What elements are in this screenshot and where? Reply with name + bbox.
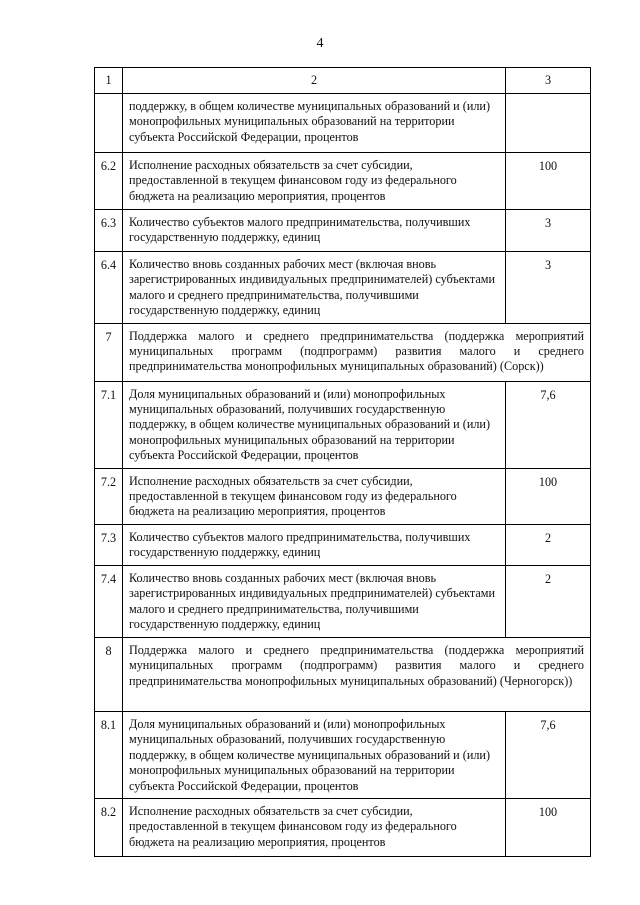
row-text: Исполнение расходных обязательств за счет субсидии, предоставленной в текущем финансовом году из федерального бюджета на реализацию мероприятия, процентов bbox=[123, 468, 506, 524]
table-row bbox=[95, 210, 591, 252]
row-text: Количество субъектов малого предпринимательства, получивших государственную поддержку, единиц bbox=[123, 524, 506, 565]
table-row bbox=[95, 153, 591, 210]
row-value: 100 bbox=[506, 798, 591, 856]
table-header-row bbox=[95, 68, 591, 94]
row-text: Количество субъектов малого предпринимательства, получивших государственную поддержку, единиц bbox=[123, 210, 506, 252]
row-value bbox=[506, 94, 591, 153]
row-text: Доля муниципальных образований и (или) монопрофильных муниципальных образований, получивших государственную поддержку, в общем количестве муниципальных образований и (или) монопрофильных муниципальных образований на территории субъекта Российской Федерации, процентов bbox=[123, 381, 506, 468]
row-value: 100 bbox=[506, 468, 591, 524]
header-col-2: 2 bbox=[123, 68, 506, 94]
row-text: поддержку, в общем количестве муниципальных образований и (или) монопрофильных муниципальных образований на территории субъекта Российской Федерации, процентов bbox=[123, 94, 506, 153]
row-number: 6.3 bbox=[95, 210, 123, 252]
section-title: Поддержка малого и среднего предпринимательства (поддержка мероприятий муниципальных программ (подпрограмм) развития малого и среднего предпринимательства монопрофильных муниципальных образований) (Сорск)) bbox=[123, 323, 591, 381]
row-number: 7.2 bbox=[95, 468, 123, 524]
row-number: 6.4 bbox=[95, 252, 123, 324]
table-row bbox=[95, 381, 591, 468]
row-text: Количество вновь созданных рабочих мест (включая вновь зарегистрированных индивидуальных предпринимателей) субъектами малого и среднего предпринимательства, получившими государственную поддержку, единиц bbox=[123, 252, 506, 324]
page-number: 4 bbox=[316, 36, 324, 51]
header-col-1: 1 bbox=[95, 68, 123, 94]
header-col-3: 3 bbox=[506, 68, 591, 94]
section-title: Поддержка малого и среднего предпринимательства (поддержка мероприятий муниципальных программ (подпрограмм) развития малого и среднего предпринимательства монопрофильных муниципальных образований) (Черногорск)) bbox=[123, 637, 591, 711]
table-row bbox=[95, 252, 591, 324]
row-value: 100 bbox=[506, 153, 591, 210]
table-row bbox=[95, 565, 591, 637]
table-row bbox=[95, 524, 591, 565]
table-row bbox=[95, 798, 591, 856]
row-number: 6.2 bbox=[95, 153, 123, 210]
row-text: Количество вновь созданных рабочих мест (включая вновь зарегистрированных индивидуальных предпринимателей) субъектами малого и среднего предпринимательства, получившими государственную поддержку, единиц bbox=[123, 565, 506, 637]
row-text: Доля муниципальных образований и (или) монопрофильных муниципальных образований, получивших государственную поддержку, в общем количестве муниципальных образований и (или) монопрофильных муниципальных образований на территории субъекта Российской Федерации, процентов bbox=[123, 711, 506, 798]
row-number: 7.1 bbox=[95, 381, 123, 468]
row-value: 7,6 bbox=[506, 381, 591, 468]
row-number: 7.3 bbox=[95, 524, 123, 565]
section-row bbox=[95, 637, 591, 711]
section-row bbox=[95, 323, 591, 381]
indicators-table bbox=[94, 67, 591, 857]
row-value: 2 bbox=[506, 565, 591, 637]
row-number: 8 bbox=[95, 637, 123, 711]
row-value: 3 bbox=[506, 252, 591, 324]
row-value: 3 bbox=[506, 210, 591, 252]
row-text: Исполнение расходных обязательств за счет субсидии, предоставленной в текущем финансовом году из федерального бюджета на реализацию мероприятия, процентов bbox=[123, 798, 506, 856]
row-number bbox=[95, 94, 123, 153]
row-value: 2 bbox=[506, 524, 591, 565]
row-text: Исполнение расходных обязательств за счет субсидии, предоставленной в текущем финансовом году из федерального бюджета на реализацию мероприятия, процентов bbox=[123, 153, 506, 210]
row-number: 8.1 bbox=[95, 711, 123, 798]
table-row bbox=[95, 94, 591, 153]
table-row bbox=[95, 468, 591, 524]
table-row bbox=[95, 711, 591, 798]
row-value: 7,6 bbox=[506, 711, 591, 798]
row-number: 7.4 bbox=[95, 565, 123, 637]
row-number: 7 bbox=[95, 323, 123, 381]
row-number: 8.2 bbox=[95, 798, 123, 856]
